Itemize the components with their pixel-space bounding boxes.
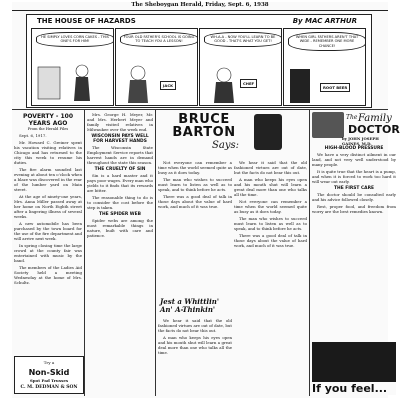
paragraph: Not everyone can remember a time when the world seemed quite as busy as it does today. <box>158 160 232 175</box>
panel-sign: JACK <box>160 81 176 90</box>
barton-name-first: BRUCE <box>178 112 230 127</box>
comic-strip <box>26 14 372 108</box>
subheadline: THE FIRST CARE <box>334 186 374 191</box>
paragraph: Sept. 6, 1917. <box>19 133 47 138</box>
truss-ad <box>14 356 84 394</box>
paragraph: Mr. Howard C. Greiner spent his vacation visiting relatives in Chicago and has returned to the city this week to resume his duties. <box>14 140 82 165</box>
subheadline: THE CRUELTY OF SIN <box>94 167 146 172</box>
speech-bubble: WH-A-A - NOW YOU'LL LEARN TO BE GOOD - THAT'S WHAT YOU GET! <box>204 32 282 47</box>
paragraph: It is quite true that the heart is a pump, and when it is forced to work too hard it will wear out early. <box>312 169 396 184</box>
comic-panel-2 <box>115 28 198 106</box>
comic-panel-1 <box>31 28 114 106</box>
paragraph: There was a good deal of talk in those days about the value of hard work, and much of it was true. <box>234 233 307 248</box>
newspaper-page <box>12 2 400 398</box>
comic-header <box>27 15 371 27</box>
panel-1-drawing <box>32 29 113 105</box>
speech-bubble: HE SIMPLY LOVES CORN CAKES - THIS ONE'S FOR HIM! <box>36 32 114 47</box>
ad-brand: Non-Skid <box>28 368 70 377</box>
paragraph: The reasonable thing to do is to consider the cost before the step is taken. <box>87 195 153 210</box>
panel-4-drawing <box>284 29 365 105</box>
doctor-column <box>312 144 396 340</box>
barton-column-right <box>234 160 307 394</box>
column-news <box>87 112 153 396</box>
paragraph: The man who wishes to succeed must learn to listen as well as to speak, and to think before he acts. <box>234 216 307 231</box>
ad-product: Spot Pad Trusses <box>29 378 69 383</box>
panel-2-drawing <box>116 29 197 105</box>
paragraph: Rest, proper food, and freedom from worry are the best remedies known. <box>312 204 396 214</box>
doctor-header <box>312 112 400 146</box>
doctor-author: by JOHN JOSEPH GAINES, M.D. <box>342 136 379 146</box>
barton-header <box>158 112 308 158</box>
paragraph: There was a good deal of talk in those days about the value of hard work, and much of it was true. <box>158 194 232 209</box>
history-subhead: From the Herald Files <box>27 127 69 131</box>
paragraph: We hear it said that the old fashioned virtues are out of date, but the facts do not bear this out. <box>234 160 307 175</box>
paragraph: The doctor should be consulted early and his advice followed closely. <box>312 192 396 202</box>
paragraph: Mrs. George H. Meyer, Mr. and Mrs. Herbert Meyer and family visited relatives in Milwaukee over the week end. <box>87 112 153 132</box>
paragraph: We hear it said that the old fashioned virtues are out of date, but the facts do not bear this out. <box>158 318 232 333</box>
paragraph: A new automobile has been purchased by the town board for the use of the fire department and will arrive next week. <box>14 221 82 241</box>
paragraph: The members of the Ladies Aid Society held a meeting Wednesday at the home of Mrs. Schultz. <box>14 265 82 285</box>
barton-portrait <box>254 114 282 150</box>
speech-bubble: FOUR OLD FATHER'S SCHOOL IS GOING TO TEACH YOU A LESSON! <box>120 32 198 47</box>
doctor-the: The <box>346 114 358 121</box>
ad-seller: C. M. DEDMAN & SON <box>20 385 78 390</box>
barton-says: Says: <box>212 140 239 151</box>
paragraph: Not everyone can remember a time when the world seemed quite as busy as it does today. <box>234 199 307 214</box>
paragraph: A man who keeps his eyes open and his mouth shut will learn a great deal more than one who talks all the time. <box>234 177 307 197</box>
whittler-headline: Jest a Whittlin' An' A-Thinkin' <box>160 297 219 314</box>
comic-byline: By MAC ARTHUR <box>292 17 357 25</box>
paragraph: At the age of ninety-one years, Mrs. Anna Miller passed away at her home on North Eighth street after a lingering illness of several weeks. <box>14 194 82 219</box>
comic-title: THE HOUSE OF HAZARDS <box>37 17 136 25</box>
panel-sign: CHEF <box>240 79 257 88</box>
paragraph: Sin is a hard master and it pays poor wages. Every man who yields to it finds that its rewards are bitter. <box>87 173 153 193</box>
masthead: The Sheboygan Herald, Friday, Sept. 6, 1938 <box>12 2 388 11</box>
barton-name-last: BARTON <box>172 125 236 140</box>
comic-panel-3 <box>199 28 282 106</box>
whittler-column <box>158 318 232 394</box>
column-rule <box>309 110 310 396</box>
column-rule <box>84 110 85 396</box>
paragraph: The man who wishes to succeed must learn to listen as well as to speak, and to think before he acts. <box>158 177 232 192</box>
panel-3-drawing <box>200 29 281 105</box>
ad-headline: If you feel... <box>312 382 396 395</box>
panel-sign: ROOT BEER <box>320 83 350 92</box>
doctor-title: DOCTOR <box>348 123 400 136</box>
barton-column-left <box>158 160 232 294</box>
ad-line: Try a <box>43 360 55 365</box>
paragraph: The fire alarm sounded last evening at about ten o'clock when a blaze was discovered in the rear of the lumber yard on Main street. <box>14 167 82 192</box>
subheadline: HIGH-BLOOD PRESSURE <box>324 146 384 151</box>
paragraph: A man who keeps his eyes open and his mouth shut will learn a great deal more than one who talks all the time. <box>158 335 232 355</box>
paragraph: The Wisconsin State Employment Service reports that harvest hands are in demand throughout the state this season. <box>87 145 153 165</box>
history-headline: POVERTY - 100 YEARS AGO <box>22 113 74 127</box>
subheadline: THE SPIDER WEB <box>99 212 141 217</box>
paragraph: In spring closing time the large crowd at the county fair was entertained with music by the band. <box>14 243 82 263</box>
subheadline: WISCONSIN PAYS WELL FOR HARVEST HANDS <box>91 134 149 144</box>
column-history <box>14 112 82 352</box>
doctor-family: Family <box>358 113 392 124</box>
paragraph: Spider webs are among the most remarkable things in nature, built with care and patience. <box>87 218 153 238</box>
speech-bubble: WHEN GIRL FATHERS AREN'T THAT WIDE - REMEMBER ONE MORE CHANCE! <box>288 32 366 51</box>
paragraph: We have a very distinct ailment in our land, and not very well understood by many people. <box>312 152 396 167</box>
horizontal-rule <box>12 109 388 110</box>
column-rule <box>155 110 156 396</box>
comic-panel-4 <box>283 28 366 106</box>
